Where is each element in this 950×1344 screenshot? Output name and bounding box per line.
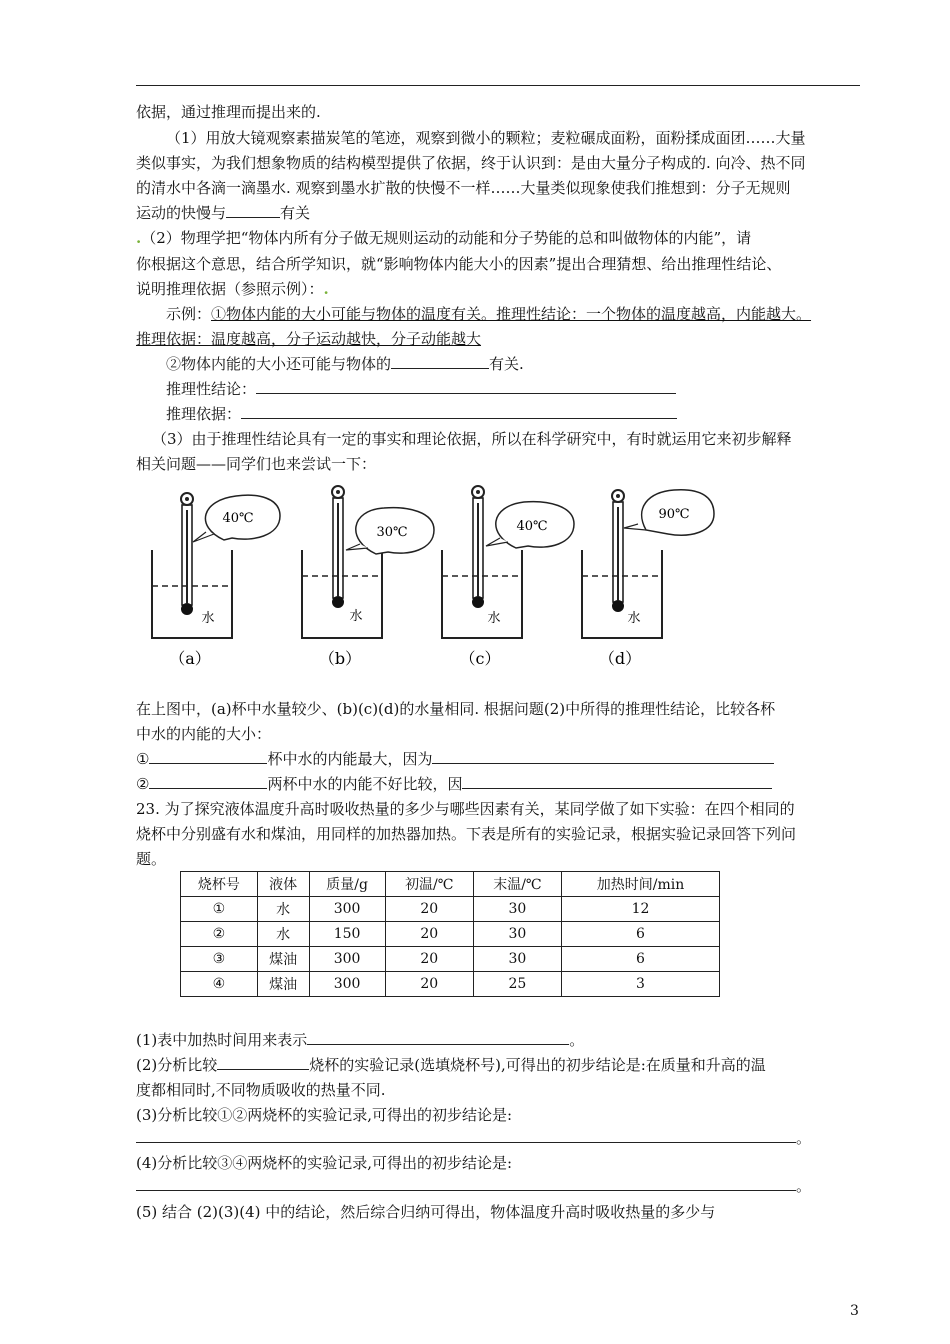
s2-line (166, 353, 524, 375)
table-cell: 150 (309, 922, 385, 947)
part4-blank[interactable] (136, 1176, 796, 1191)
water-label-a: 水 (201, 611, 215, 626)
water-label-c: 水 (487, 611, 501, 626)
table-header: 初温/℃ (385, 872, 473, 897)
part3-end: 。 (796, 1129, 812, 1147)
table-cell: 30 (473, 897, 561, 922)
beaker-label-a: （a） (169, 649, 211, 668)
table-cell: 300 (309, 972, 385, 997)
conclusion-line (166, 378, 676, 400)
example-text1: ①物体内能的大小可能与物体的温度有关。推理性结论：一个物体的温度越高，内能越大。 (211, 305, 812, 323)
s2-blank[interactable] (391, 354, 489, 369)
water-label-d: 水 (627, 611, 641, 626)
answer2-text: 两杯中水的内能不好比较，因 (267, 775, 463, 793)
part2-blank[interactable] (217, 1055, 309, 1070)
answer1-blank-b[interactable] (432, 749, 774, 764)
temp-label-a: 40℃ (222, 511, 254, 526)
answer2-line (136, 773, 772, 795)
answer1-blank-a[interactable] (149, 749, 267, 764)
table-cell: 6 (562, 922, 720, 947)
example-line2: 推理依据：温度越高，分子运动越快，分子动能越大 (136, 330, 482, 348)
part2-text-b: 烧杯的实验记录(选填烧杯号),可得出的初步结论是:在质量和升高的温 (309, 1056, 766, 1074)
part3-answer (136, 1127, 811, 1149)
q3-line2: 相关问题——同学们也来尝试一下： (136, 455, 377, 473)
table-cell: 煤油 (257, 947, 309, 972)
part2-line1 (136, 1054, 766, 1076)
table-cell: 煤油 (257, 972, 309, 997)
table-cell: ② (181, 922, 258, 947)
table-header: 加热时间/min (562, 872, 720, 897)
table-cell: 20 (385, 947, 473, 972)
table-cell: 20 (385, 972, 473, 997)
q2-line1 (136, 227, 751, 249)
water-label-b: 水 (349, 609, 363, 624)
compare-line1: 在上图中，(a)杯中水量较少、(b)(c)(d)的水量相同. 根据问题(2)中所得的推理性结论，比较各杯 (136, 700, 776, 718)
temp-label-c: 40℃ (516, 519, 548, 534)
answer1-num: ① (136, 750, 150, 768)
q1-line2: 类似事实，为我们想象物质的结构模型提供了依据，终于认识到：是由大量分子构成的. 向冷、热不同 (136, 154, 806, 172)
part5-line: (5) 结合 (2)(3)(4) 中的结论，然后综合归纳可得出，物体温度升高时吸收热量的多少与 (136, 1203, 716, 1221)
temp-label-d: 90℃ (658, 507, 690, 522)
part3-blank[interactable] (136, 1128, 796, 1143)
basis-line (166, 403, 677, 425)
part1-text: (1)表中加热时间用来表示 (136, 1031, 308, 1049)
part4-line: (4)分析比较③④两烧杯的实验记录,可得出的初步结论是: (136, 1154, 513, 1172)
answer1-line (136, 748, 774, 770)
part1-end: 。 (569, 1031, 585, 1049)
beaker-figure (140, 478, 740, 678)
compare-line2: 中水的内能的大小： (136, 725, 272, 743)
part1-blank[interactable] (307, 1030, 569, 1045)
experiment-table (180, 871, 720, 997)
header-rule (136, 85, 860, 86)
part2-line2: 度都相同时,不同物质吸收的热量不同. (136, 1081, 386, 1099)
q2-line3 (136, 278, 329, 300)
q1-line3: 的清水中各滴一滴墨水. 观察到墨水扩散的快慢不一样……大量类似现象使我们推想到：分子无规则 (136, 179, 791, 197)
temp-label-b: 30℃ (376, 525, 408, 540)
answer2-num: ② (136, 775, 150, 793)
answer2-blank-a[interactable] (149, 774, 267, 789)
q3-line1: （3）由于推理性结论具有一定的事实和理论依据，所以在科学研究中，有时就运用它来初步解释 (152, 430, 792, 448)
table-header-row (181, 872, 720, 897)
table-cell: 20 (385, 897, 473, 922)
table-cell: 25 (473, 972, 561, 997)
q23-line3: 题。 (136, 850, 167, 868)
intro-line: 依据，通过推理而提出来的. (136, 103, 321, 121)
beaker-d (582, 490, 714, 668)
table-row (181, 947, 720, 972)
basis-blank[interactable] (241, 404, 677, 419)
table-cell: 30 (473, 947, 561, 972)
part2-text-a: (2)分析比较 (136, 1056, 218, 1074)
beaker-label-d: （d） (598, 649, 642, 668)
table-row (181, 897, 720, 922)
conclusion-label: 推理性结论： (166, 380, 257, 398)
table-cell: 3 (562, 972, 720, 997)
table-cell: ① (181, 897, 258, 922)
dot-mark: . (323, 280, 329, 298)
beaker-b (302, 486, 434, 668)
answer1-text: 杯中水的内能最大，因为 (267, 750, 433, 768)
table-cell: 12 (562, 897, 720, 922)
basis-label: 推理依据： (166, 405, 242, 423)
table-cell: 水 (257, 897, 309, 922)
example-line1 (166, 303, 811, 325)
table-header: 质量/g (309, 872, 385, 897)
part4-end: 。 (796, 1177, 812, 1195)
table-cell: ③ (181, 947, 258, 972)
q1-blank[interactable] (226, 203, 280, 218)
part3-line: (3)分析比较①②两烧杯的实验记录,可得出的初步结论是: (136, 1106, 513, 1124)
q2-text3: 说明推理依据（参照示例）： (136, 280, 324, 298)
s2-text-b: 有关. (489, 355, 524, 373)
table-cell: 水 (257, 922, 309, 947)
beaker-label-b: （b） (318, 649, 362, 668)
q23-line2: 烧杯中分别盛有水和煤油，用同样的加热器加热。下表是所有的实验记录，根据实验记录回答下列问 (136, 825, 797, 843)
q1-line4 (136, 202, 310, 224)
beaker-a (152, 493, 280, 668)
beaker-c (442, 486, 574, 668)
answer2-blank-b[interactable] (462, 774, 772, 789)
table-cell: 300 (309, 897, 385, 922)
table-cell: 300 (309, 947, 385, 972)
q1-text-b: 有关 (280, 204, 311, 222)
q2-line2: 你根据这个意思，结合所学知识，就“影响物体内能大小的因素”提出合理猜想、给出推理性结论、 (136, 255, 782, 273)
q1-text-a: 运动的快慢与 (136, 204, 227, 222)
dot-mark: . (136, 229, 142, 247)
table-header: 末温/℃ (473, 872, 561, 897)
conclusion-blank[interactable] (256, 379, 676, 394)
part1-line (136, 1029, 584, 1051)
table-cell: 6 (562, 947, 720, 972)
table-cell: ④ (181, 972, 258, 997)
table-row (181, 922, 720, 947)
table-cell: 30 (473, 922, 561, 947)
q2-text1: （2）物理学把“物体内所有分子做无规则运动的动能和分子势能的总和叫做物体的内能”，请 (141, 229, 752, 247)
table-cell: 20 (385, 922, 473, 947)
q23-line1: 23. 为了探究液体温度升高时吸收热量的多少与哪些因素有关，某同学做了如下实验：在四个相同的 (136, 800, 795, 818)
table-header: 液体 (257, 872, 309, 897)
s2-text-a: ②物体内能的大小还可能与物体的 (166, 355, 392, 373)
table-row (181, 972, 720, 997)
part4-answer (136, 1175, 811, 1197)
table-header: 烧杯号 (181, 872, 258, 897)
beaker-label-c: （c） (459, 649, 501, 668)
example-prefix: 示例： (166, 305, 212, 323)
q1-line1: （1）用放大镜观察素描炭笔的笔迹，观察到微小的颗粒；麦粒碾成面粉，面粉揉成面团……大量 (166, 129, 806, 147)
page-number: 3 (850, 1303, 859, 1319)
